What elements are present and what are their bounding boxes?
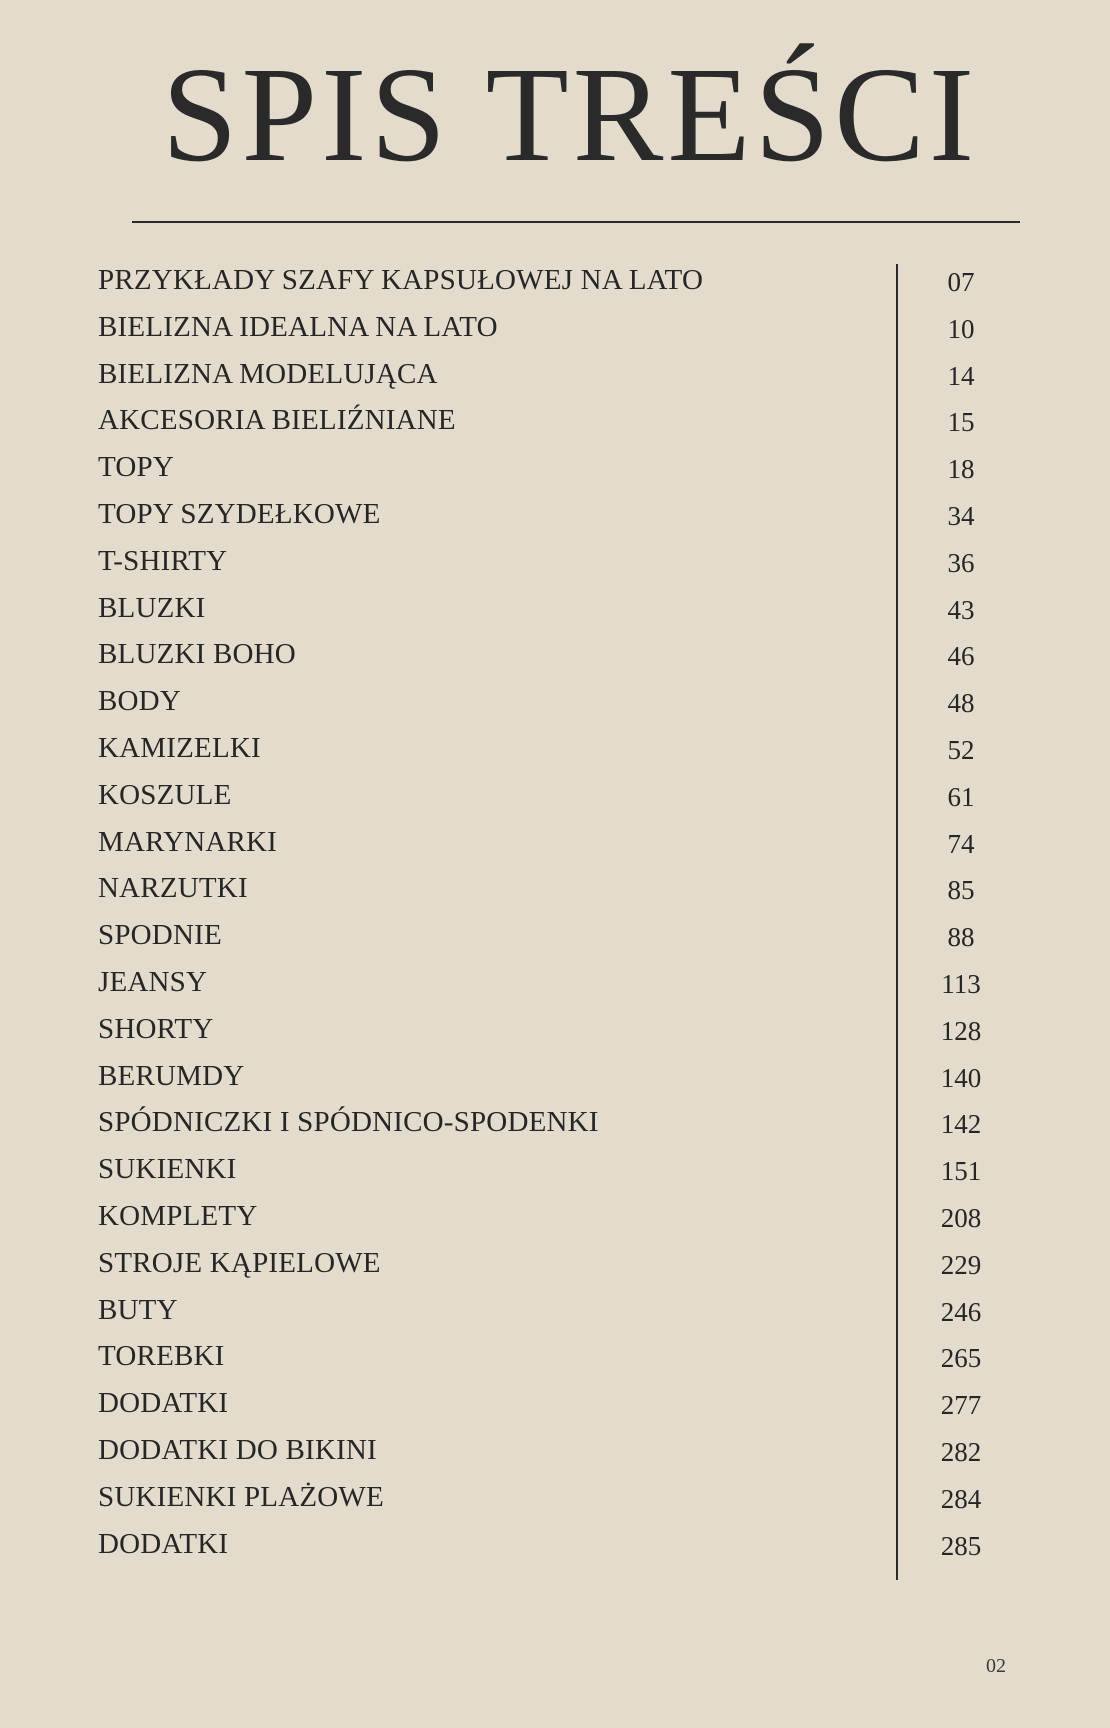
table-of-contents	[0, 258, 1110, 1568]
toc-entry-page: 14	[947, 360, 975, 391]
toc-entry-page: 265	[940, 1343, 982, 1374]
toc-entry[interactable]	[0, 1475, 1110, 1522]
toc-entry[interactable]	[0, 398, 1110, 445]
toc-entry-title: SHORTY	[98, 1012, 214, 1045]
toc-entry[interactable]	[0, 305, 1110, 352]
title-divider	[132, 221, 1020, 223]
toc-entry-page: 128	[940, 1015, 982, 1046]
toc-entry-page: 229	[940, 1249, 982, 1280]
toc-entry-title: KOSZULE	[98, 778, 232, 811]
toc-entry-page: 15	[947, 407, 975, 438]
toc-entry-page: 285	[940, 1530, 982, 1561]
toc-entry[interactable]	[0, 1288, 1110, 1335]
toc-entry-page: 36	[947, 547, 975, 578]
toc-entry[interactable]	[0, 773, 1110, 820]
toc-entry-title: T-SHIRTY	[98, 544, 228, 577]
toc-entry[interactable]	[0, 539, 1110, 586]
toc-entry-title: SUKIENKI PLAŻOWE	[98, 1480, 384, 1513]
toc-entry[interactable]	[0, 1381, 1110, 1428]
toc-entry-page: 74	[947, 828, 975, 859]
toc-entry-page: 52	[947, 734, 975, 765]
toc-entry[interactable]	[0, 1007, 1110, 1054]
toc-entry-page: 88	[947, 922, 975, 953]
toc-entry-title: BUTY	[98, 1293, 178, 1326]
toc-entry-title: BLUZKI	[98, 591, 206, 624]
toc-entry[interactable]	[0, 1428, 1110, 1475]
toc-entry-title: SPODNIE	[98, 919, 222, 952]
toc-entry[interactable]	[0, 258, 1110, 305]
toc-entry-title: JEANSY	[98, 965, 208, 998]
toc-entry[interactable]	[0, 1147, 1110, 1194]
toc-entry-page: 85	[947, 875, 975, 906]
toc-entry-page: 61	[947, 781, 975, 812]
toc-entry-title: BERUMDY	[98, 1059, 245, 1092]
toc-entry-page: 07	[947, 267, 975, 297]
toc-entry[interactable]	[0, 820, 1110, 867]
toc-entry[interactable]	[0, 1522, 1110, 1569]
toc-entry-page: 208	[940, 1202, 982, 1233]
toc-entry[interactable]	[0, 586, 1110, 633]
toc-entry-title: BIELIZNA IDEALNA NA LATO	[98, 310, 498, 343]
toc-entry[interactable]	[0, 445, 1110, 492]
toc-entry-page: 284	[940, 1483, 982, 1514]
toc-entry-title: SPÓDNICZKI I SPÓDNICO-SPODENKI	[98, 1106, 599, 1139]
toc-entry[interactable]	[0, 1334, 1110, 1381]
toc-entry-page: 34	[947, 500, 975, 531]
toc-entry-title: SUKIENKI	[98, 1153, 237, 1186]
toc-entry[interactable]	[0, 960, 1110, 1007]
toc-entry[interactable]	[0, 1194, 1110, 1241]
page-number: 02	[986, 1655, 1006, 1677]
toc-entry-title: STROJE KĄPIELOWE	[98, 1246, 381, 1279]
toc-entry-title: MARYNARKI	[98, 825, 278, 858]
toc-entry-title: BODY	[98, 685, 181, 718]
toc-entry[interactable]	[0, 913, 1110, 960]
toc-entry-title: DODATKI	[98, 1527, 229, 1560]
toc-entry-page: 10	[947, 313, 975, 344]
toc-entry-title: KAMIZELKI	[98, 731, 261, 764]
page-title: SPIS TREŚCI	[161, 40, 979, 190]
toc-entry-page: 46	[947, 641, 975, 672]
toc-entry-title: PRZYKŁADY SZAFY KAPSUŁOWEJ NA LATO	[98, 264, 704, 296]
toc-entry[interactable]	[0, 679, 1110, 726]
toc-entry-title: DODATKI	[98, 1387, 229, 1420]
toc-entry[interactable]	[0, 632, 1110, 679]
toc-entry-page: 142	[940, 1109, 982, 1140]
toc-entry-title: TOREBKI	[98, 1340, 225, 1373]
toc-entry-page: 48	[947, 688, 975, 719]
toc-entry[interactable]	[0, 1054, 1110, 1101]
toc-entry-page: 282	[940, 1436, 982, 1467]
toc-entry-title: BIELIZNA MODELUJĄCA	[98, 357, 438, 390]
toc-entry-title: AKCESORIA BIELIŹNIANE	[98, 404, 456, 437]
toc-entry[interactable]	[0, 352, 1110, 399]
toc-entry-page: 246	[940, 1296, 982, 1327]
toc-entry-title: TOPY	[98, 451, 175, 484]
toc-entry-page: 140	[940, 1062, 982, 1093]
toc-entry-page: 43	[947, 594, 975, 625]
toc-entry-page: 18	[947, 454, 975, 485]
toc-entry-page: 113	[941, 968, 981, 999]
toc-entry-title: NARZUTKI	[98, 872, 248, 905]
toc-entry[interactable]	[0, 726, 1110, 773]
toc-entry-page: 151	[940, 1156, 982, 1187]
toc-entry-title: TOPY SZYDEŁKOWE	[98, 497, 381, 530]
toc-entry-title: BLUZKI BOHO	[98, 638, 296, 671]
toc-entry-title: DODATKI DO BIKINI	[98, 1433, 377, 1466]
toc-entry[interactable]	[0, 492, 1110, 539]
toc-entry-title: KOMPLETY	[98, 1199, 258, 1232]
toc-entry[interactable]	[0, 1100, 1110, 1147]
toc-entry[interactable]	[0, 866, 1110, 913]
toc-entry[interactable]	[0, 1241, 1110, 1288]
toc-entry-page: 277	[940, 1390, 982, 1421]
